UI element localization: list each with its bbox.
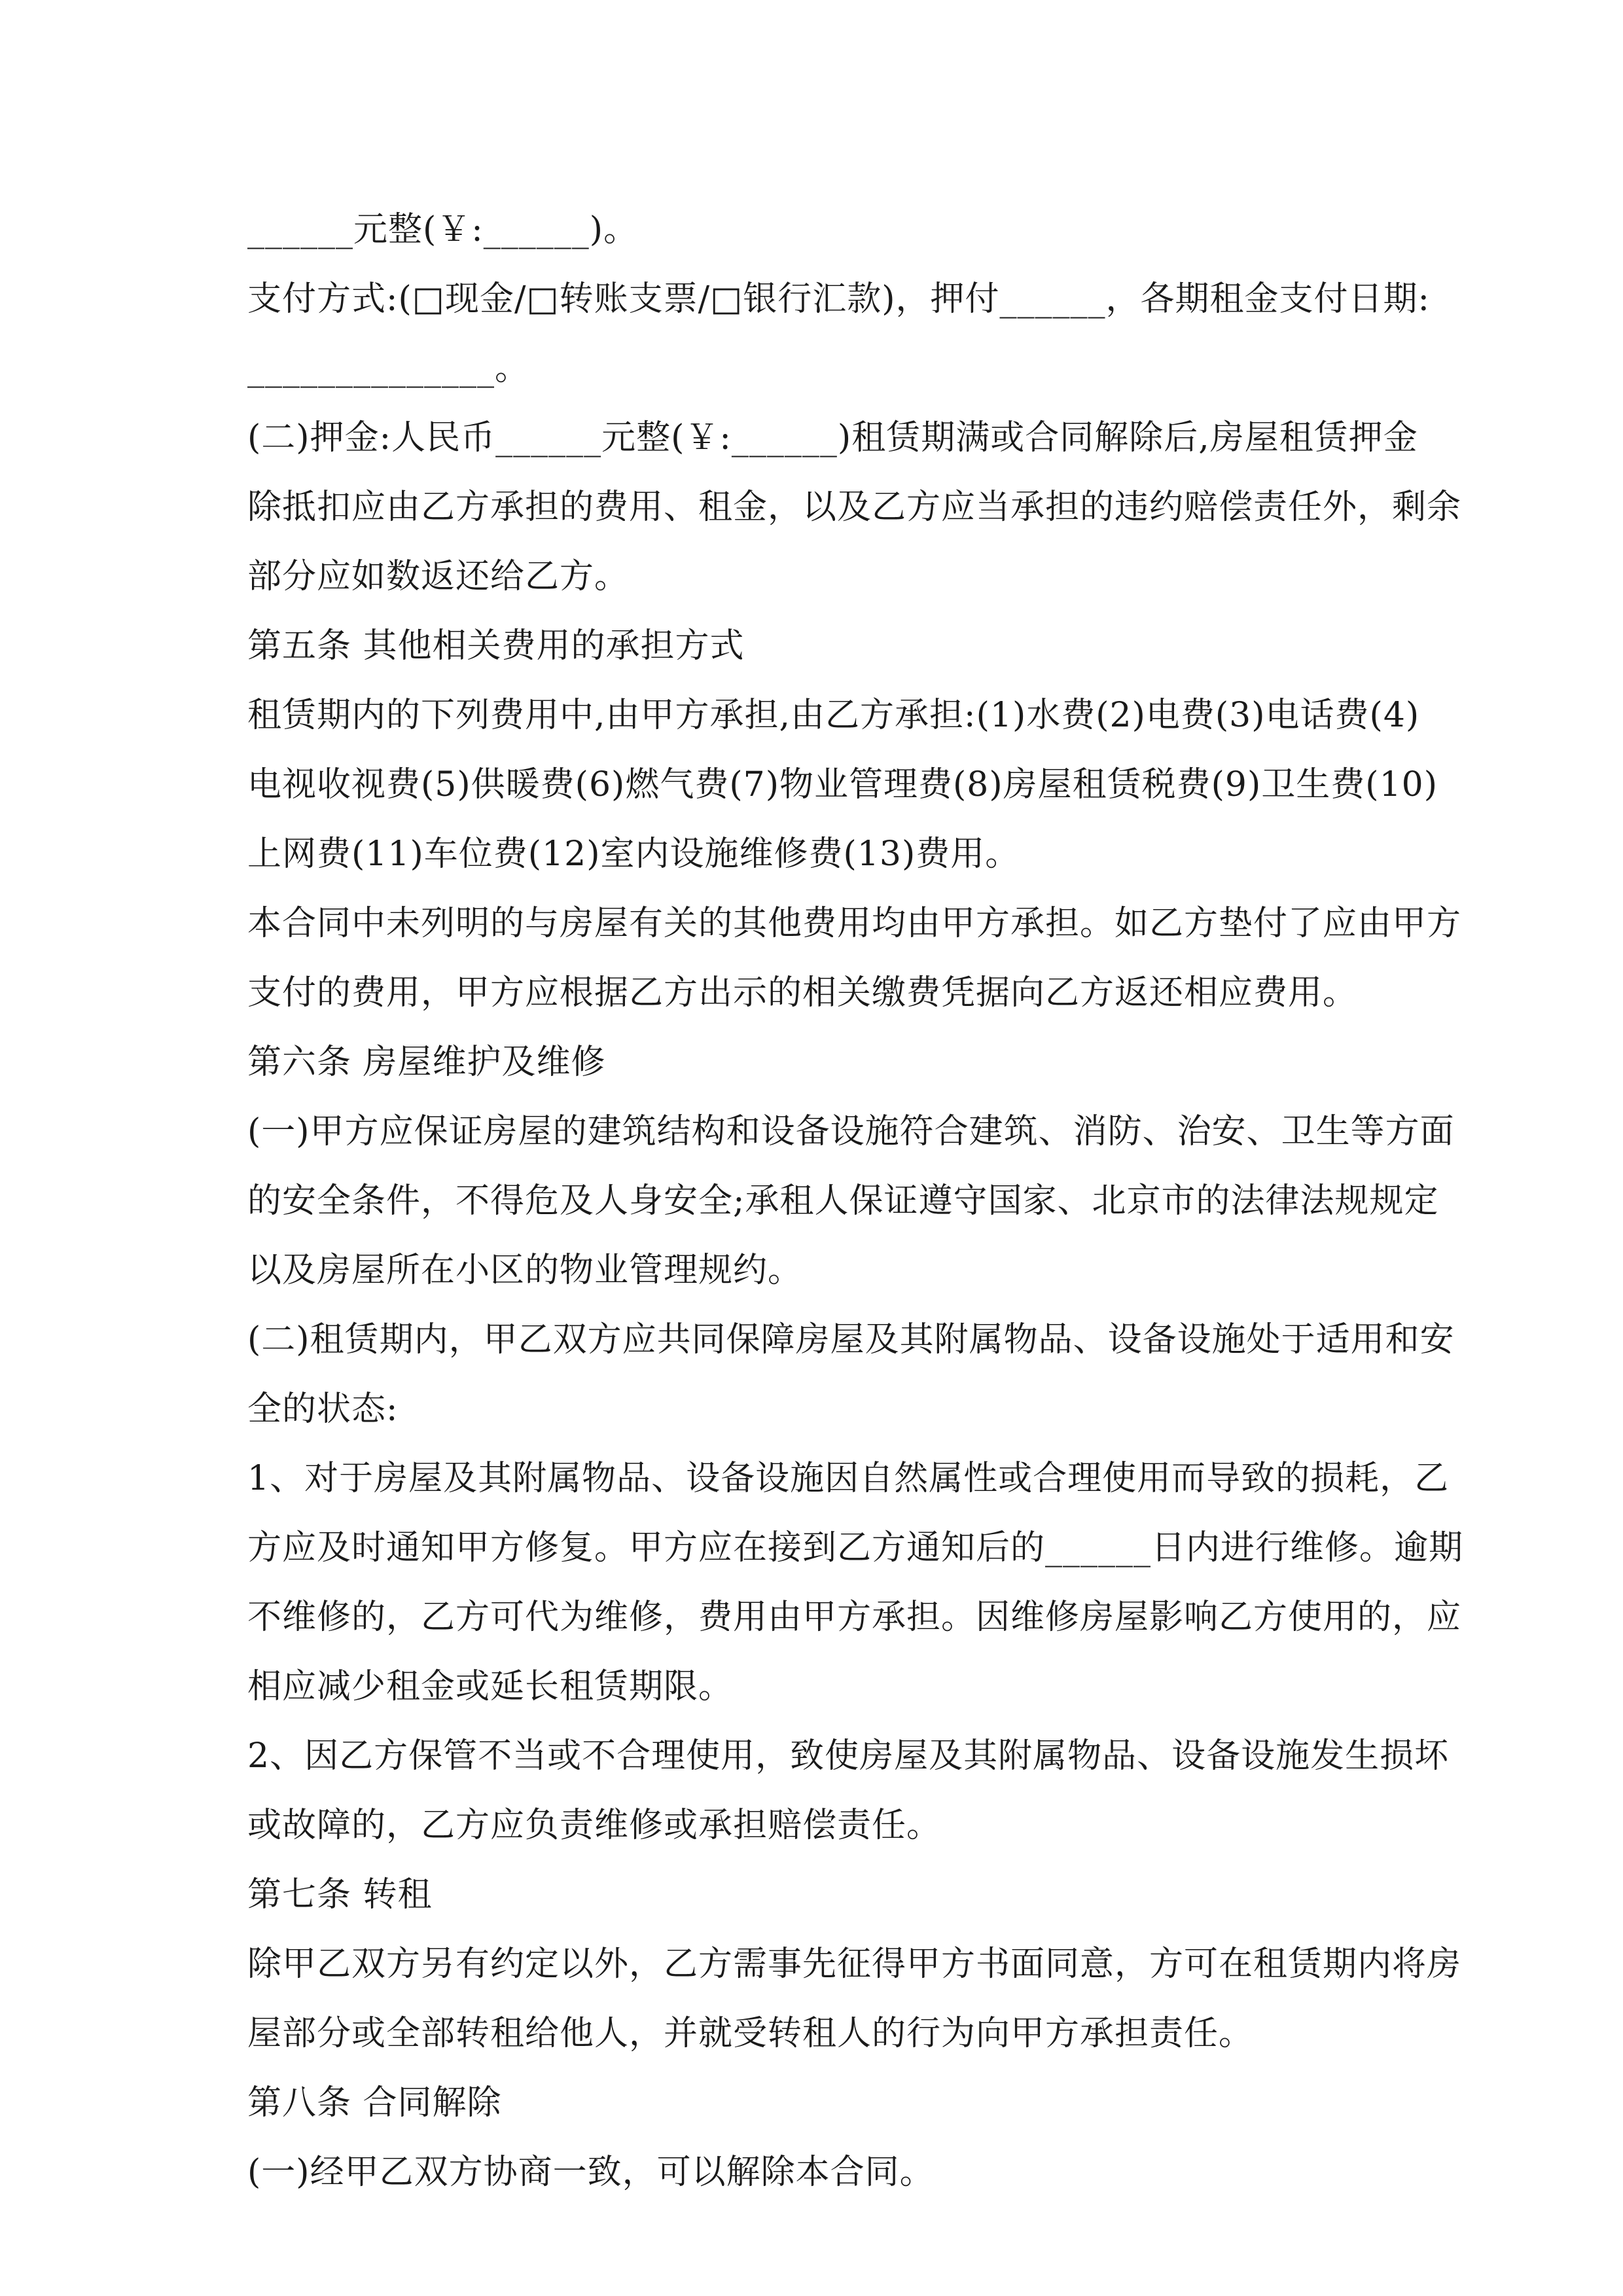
text-line: 电视收视费(5)供暖费(6)燃气费(7)物业管理费(8)房屋租赁税费(9)卫生费(10): [247, 765, 1438, 804]
text-line: 屋部分或全部转租给他人，并就受转租人的行为向甲方承担责任。: [247, 2014, 1254, 2053]
text-line: 方应及时通知甲方修复。甲方应在接到乙方通知后的______日内进行维修。逾期: [247, 1528, 1464, 1568]
text-line: 以及房屋所在小区的物业管理规约。: [247, 1251, 803, 1290]
text-line: 相应减少租金或延长租赁期限。: [247, 1667, 734, 1706]
text-line: 租赁期内的下列费用中,由甲方承担,由乙方承担:(1)水费(2)电费(3)电话费(4): [247, 696, 1420, 735]
text-line: 的安全条件，不得危及人身安全;承租人保证遵守国家、北京市的法律法规规定: [247, 1181, 1439, 1221]
text-line: 全的状态:: [247, 1390, 399, 1429]
text-line: 不维修的，乙方可代为维修，费用由甲方承担。因维修房屋影响乙方使用的，应: [247, 1598, 1462, 1637]
text-line: 1、对于房屋及其附属物品、设备设施因自然属性或合理使用而导致的损耗，乙: [247, 1459, 1450, 1498]
text-line: 除甲乙双方另有约定以外，乙方需事先征得甲方书面同意，方可在租赁期内将房: [247, 1945, 1462, 1984]
text-line: 本合同中未列明的与房屋有关的其他费用均由甲方承担。如乙方垫付了应由甲方: [247, 904, 1462, 943]
text-line: ______________。: [247, 349, 530, 388]
text-line: 2、因乙方保管不当或不合理使用，致使房屋及其附属物品、设备设施发生损坏: [247, 1736, 1450, 1776]
document-body: [247, 195, 1464, 2207]
section-heading: 第八条 合同解除: [247, 2083, 502, 2123]
text-line: ______元整(￥:______)。: [247, 210, 639, 249]
text-line: 支付的费用，甲方应根据乙方出示的相关缴费凭据向乙方返还相应费用。: [247, 973, 1358, 1013]
text-line: 上网费(11)车位费(12)室内设施维修费(13)费用。: [247, 834, 1020, 874]
text-line: 除抵扣应由乙方承担的费用、租金，以及乙方应当承担的违约赔偿责任外，剩余: [247, 488, 1462, 527]
text-line: (二)押金:人民币______元整(￥:______)租赁期满或合同解除后,房屋租赁押金: [247, 418, 1418, 457]
section-heading: 第七条 转租: [247, 1875, 433, 1914]
section-heading: 第六条 房屋维护及维修: [247, 1043, 606, 1082]
text-line: 支付方式:(□现金/□转账支票/□银行汇款)，押付______，各期租金支付日期:: [247, 279, 1431, 319]
text-line: 或故障的，乙方应负责维修或承担赔偿责任。: [247, 1806, 942, 1845]
text-line: 部分应如数返还给乙方。: [247, 557, 630, 596]
text-line: (一)甲方应保证房屋的建筑结构和设备设施符合建筑、消防、治安、卫生等方面: [247, 1112, 1455, 1151]
text-line: (二)租赁期内，甲乙双方应共同保障房屋及其附属物品、设备设施处于适用和安: [247, 1320, 1455, 1359]
section-heading: 第五条 其他相关费用的承担方式: [247, 626, 745, 666]
text-line: (一)经甲乙双方协商一致，可以解除本合同。: [247, 2153, 935, 2192]
